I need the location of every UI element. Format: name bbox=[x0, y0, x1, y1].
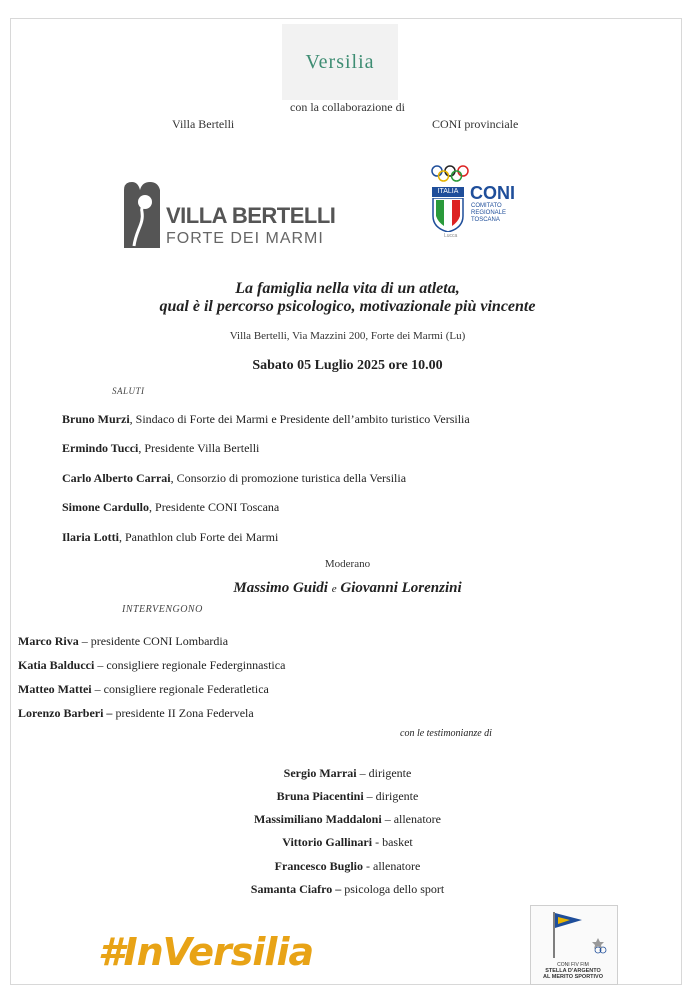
villa-bertelli-logo-subtitle: FORTE DEI MARMI bbox=[166, 230, 324, 247]
moderano-label: Moderano bbox=[324, 558, 371, 570]
intervento-item-2 bbox=[18, 658, 285, 673]
event-venue: Villa Bertelli, Via Mazzini 200, Forte dei Marmi (Lu) bbox=[229, 330, 466, 342]
speaker-role: – presidente CONI Lombardia bbox=[78, 634, 229, 648]
testimonianza-item-2 bbox=[0, 789, 695, 804]
coni-logo-name: CONI bbox=[470, 183, 515, 203]
coni-subtitle-line2: REGIONALE bbox=[471, 210, 507, 216]
speaker-role: , Consorzio di promozione turistica della Versilia bbox=[170, 471, 407, 485]
stella-line2: AL MERITO SPORTIVO bbox=[543, 974, 603, 980]
olympic-rings-icon bbox=[430, 164, 470, 182]
speaker-role: , Presidente CONI Toscana bbox=[149, 500, 280, 514]
flag-pole-icon bbox=[540, 908, 610, 960]
speaker-role: psicologa dello sport bbox=[341, 882, 445, 896]
speaker-name: Francesco Buglio bbox=[274, 859, 363, 873]
speaker-name: Sergio Marrai bbox=[283, 766, 357, 780]
testimonianze-label: con le testimonianze di bbox=[400, 728, 492, 739]
collaboration-line: con la collaborazione di bbox=[290, 100, 405, 114]
coni-logo-subtitle bbox=[471, 203, 506, 224]
speaker-name: Massimiliano Maddaloni bbox=[254, 812, 382, 826]
saluti-item-4 bbox=[62, 500, 279, 515]
speaker-name: Matteo Mattei bbox=[18, 682, 92, 696]
speaker-role: – consigliere regionale Federatletica bbox=[91, 682, 269, 696]
speaker-name: Samanta Ciafro – bbox=[250, 882, 342, 896]
saluti-item-5 bbox=[62, 530, 278, 545]
saluti-item-3 bbox=[62, 471, 406, 486]
speaker-name: Carlo Alberto Carrai bbox=[62, 471, 171, 485]
inversilia-hashtag-logo: #InVersilia bbox=[98, 930, 314, 974]
speaker-role: - basket bbox=[372, 835, 413, 849]
coni-subtitle-line1: COMITATO bbox=[471, 203, 502, 209]
speaker-role: presidente II Zona Federvela bbox=[112, 706, 254, 720]
speaker-name: Bruno Murzi bbox=[62, 412, 130, 426]
speaker-role: – allenatore bbox=[381, 812, 441, 826]
testimonianza-item-1 bbox=[0, 766, 695, 781]
event-title-line1: La famiglia nella vita di un atleta, bbox=[235, 280, 460, 297]
villa-bertelli-logo-title: VILLA BERTELLI bbox=[166, 203, 336, 228]
coni-subtitle-line3: TOSCANA bbox=[471, 217, 500, 223]
villa-bertelli-emblem-icon bbox=[122, 180, 166, 248]
intervento-item-1 bbox=[18, 634, 228, 649]
speaker-role: , Panathlon club Forte dei Marmi bbox=[119, 530, 279, 544]
intervento-item-3 bbox=[18, 682, 269, 697]
saluti-item-1 bbox=[62, 412, 470, 427]
stella-orgs: CONI FIV FIM bbox=[557, 962, 589, 968]
coni-logo-city: Lucca bbox=[444, 233, 458, 239]
moderator-2: Giovanni Lorenzini bbox=[340, 580, 462, 596]
speaker-name: Vittorio Gallinari bbox=[282, 835, 373, 849]
saluti-label: SALUTI bbox=[112, 386, 145, 396]
testimonianza-item-4 bbox=[0, 835, 695, 850]
event-title-line2: qual è il percorso psicologico, motivazionale più vincente bbox=[159, 298, 536, 315]
speaker-role: , Sindaco di Forte dei Marmi e Presidente dell’ambito turistico Versilia bbox=[129, 412, 470, 426]
stella-line1: STELLA D’ARGENTO bbox=[545, 968, 601, 974]
intervengono-label: INTERVENGONO bbox=[122, 604, 203, 615]
event-datetime: Sabato 05 Luglio 2025 ore 10.00 bbox=[252, 358, 443, 373]
speaker-role: – consigliere regionale Federginnastica bbox=[94, 658, 286, 672]
intervento-item-4 bbox=[18, 706, 254, 721]
speaker-name: Ermindo Tucci bbox=[62, 441, 139, 455]
coni-shield-icon bbox=[432, 198, 464, 232]
speaker-name: Lorenzo Barberi – bbox=[18, 706, 113, 720]
testimonianza-item-3 bbox=[0, 812, 695, 827]
coni-italia-label: ITALIA bbox=[432, 187, 464, 197]
speaker-role: - allenatore bbox=[363, 859, 421, 873]
moderator-1: Massimo Guidi bbox=[233, 580, 328, 596]
partner-villa-bertelli: Villa Bertelli bbox=[172, 117, 235, 131]
saluti-item-2 bbox=[62, 441, 259, 456]
moderator-conjunction: e bbox=[331, 583, 337, 595]
versilia-logo-text: Versilia bbox=[305, 50, 375, 73]
testimonianza-item-6 bbox=[0, 882, 695, 897]
speaker-name: Simone Cardullo bbox=[62, 500, 150, 514]
speaker-role: , Presidente Villa Bertelli bbox=[138, 441, 260, 455]
moderators bbox=[0, 580, 695, 597]
testimonianza-item-5 bbox=[0, 859, 695, 874]
versilia-logo bbox=[282, 24, 398, 100]
speaker-role: – dirigente bbox=[356, 766, 412, 780]
partner-coni: CONI provinciale bbox=[432, 117, 519, 131]
speaker-name: Ilaria Lotti bbox=[62, 530, 119, 544]
stella-argento-text bbox=[530, 962, 616, 980]
speaker-name: Katia Balducci bbox=[18, 658, 95, 672]
speaker-role: – dirigente bbox=[363, 789, 419, 803]
speaker-name: Marco Riva bbox=[18, 634, 79, 648]
speaker-name: Bruna Piacentini bbox=[276, 789, 364, 803]
